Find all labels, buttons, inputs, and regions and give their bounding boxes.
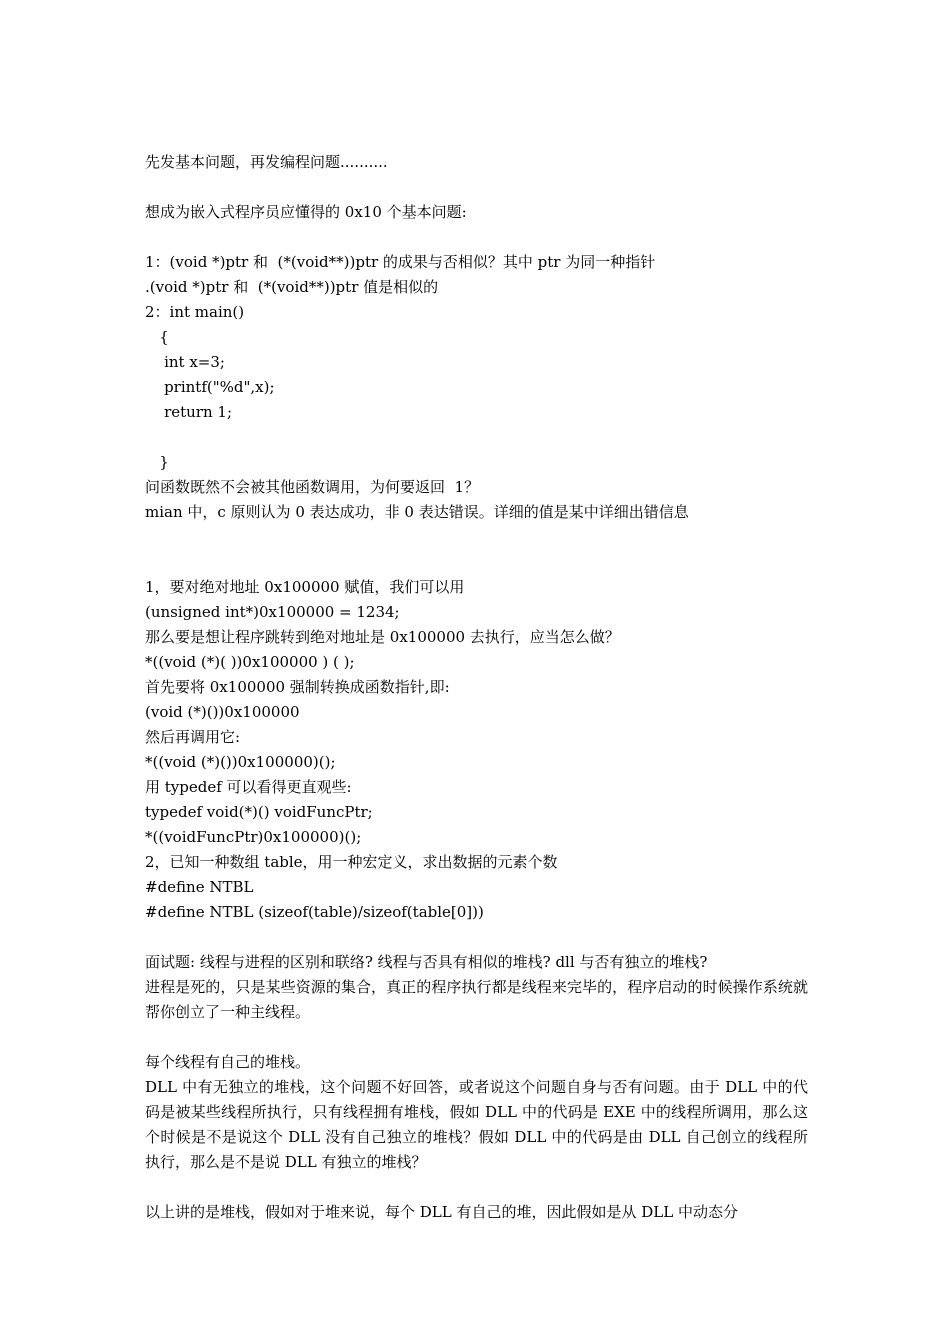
- section-1-line: *((void (*)())0x100000)();: [145, 753, 336, 771]
- code-line: return 1;: [145, 403, 233, 421]
- question-2-code-header: 2：int main(): [145, 303, 245, 321]
- blank-line: [145, 175, 808, 200]
- blank-line: [145, 925, 808, 950]
- section-2-line: 2，已知一种数组 table，用一种宏定义，求出数据的元素个数: [145, 853, 558, 871]
- answer-1: .(void *)ptr 和 (*(void**))ptr 值是相似的: [145, 278, 439, 296]
- interview-paragraph-title: 每个线程有自己的堆栈。: [145, 1053, 311, 1071]
- interview-paragraph: 以上讲的是堆栈，假如对于堆来说，每个 DLL 有自己的堆，因此假如是从 DLL 中动态分: [145, 1203, 738, 1221]
- blank-line: [145, 550, 808, 575]
- document-body: [145, 150, 808, 1225]
- question-2: 问函数既然不会被其他函数调用，为何要返回 1？: [145, 478, 480, 496]
- section-2-line: #define NTBL (sizeof(table)/sizeof(table[0])): [145, 903, 484, 921]
- code-line: int x=3;: [145, 353, 225, 371]
- section-1-line: *((void (*)( ))0x100000 ) ( );: [145, 653, 355, 671]
- blank-line: [145, 525, 808, 550]
- section-1-line: 那么要是想让程序跳转到绝对地址是 0x100000 去执行，应当怎么做？: [145, 628, 620, 646]
- section-1-line: 用 typedef 可以看得更直观些:: [145, 778, 352, 796]
- interview-question: 面试题: 线程与进程的区别和联络? 线程与否具有相似的堆栈? dll 与否有独立的堆栈?: [145, 953, 708, 971]
- code-brace-open: {: [145, 328, 169, 346]
- section-1-line: 首先要将 0x100000 强制转换成函数指针,即:: [145, 678, 450, 696]
- blank-line: [145, 1175, 808, 1200]
- section-1-line: (void (*)())0x100000: [145, 703, 300, 721]
- answer-2: mian 中，c 原则认为 0 表达成功，非 0 表达错误。详细的值是某中详细出错信息: [145, 503, 689, 521]
- section-1-line: 1，要对绝对地址 0x100000 赋值，我们可以用: [145, 578, 465, 596]
- section-1-line: (unsigned int*)0x100000 = 1234;: [145, 603, 400, 621]
- interview-paragraph: DLL 中有无独立的堆栈，这个问题不好回答，或者说这个问题自身与否有问题。由于 DLL 中的代码是被某些线程所执行，只有线程拥有堆栈，假如 DLL 中的代码是 EXE 中的线程所调用，那么这个时候是不是说这个 DLL 没有自己独立的堆栈？假如 DLL 中的代码是由 DLL 自己创立的线程所执行，那么是不是说 DLL 有独立的堆栈？: [145, 1078, 808, 1171]
- intro-text: 先发基本问题，再发编程问题..........: [145, 153, 388, 171]
- section-1-line: *((voidFuncPtr)0x100000)();: [145, 828, 362, 846]
- blank-line: [145, 225, 808, 250]
- section-1-line: 然后再调用它:: [145, 728, 241, 746]
- section-2-line: #define NTBL: [145, 878, 254, 896]
- blank-line: [145, 1025, 808, 1050]
- section-heading: 想成为嵌入式程序员应懂得的 0x10 个基本问题:: [145, 203, 467, 221]
- section-1-line: typedef void(*)() voidFuncPtr;: [145, 803, 373, 821]
- code-line: printf("%d",x);: [145, 378, 275, 396]
- code-brace-close: }: [145, 453, 169, 471]
- interview-paragraph: 进程是死的，只是某些资源的集合，真正的程序执行都是线程来完毕的，程序启动的时候操作系统就帮你创立了一种主线程。: [145, 978, 808, 1021]
- blank-line: [145, 425, 808, 450]
- question-1: 1：(void *)ptr 和 (*(void**))ptr 的成果与否相似？其中 ptr 为同一种指针: [145, 253, 656, 271]
